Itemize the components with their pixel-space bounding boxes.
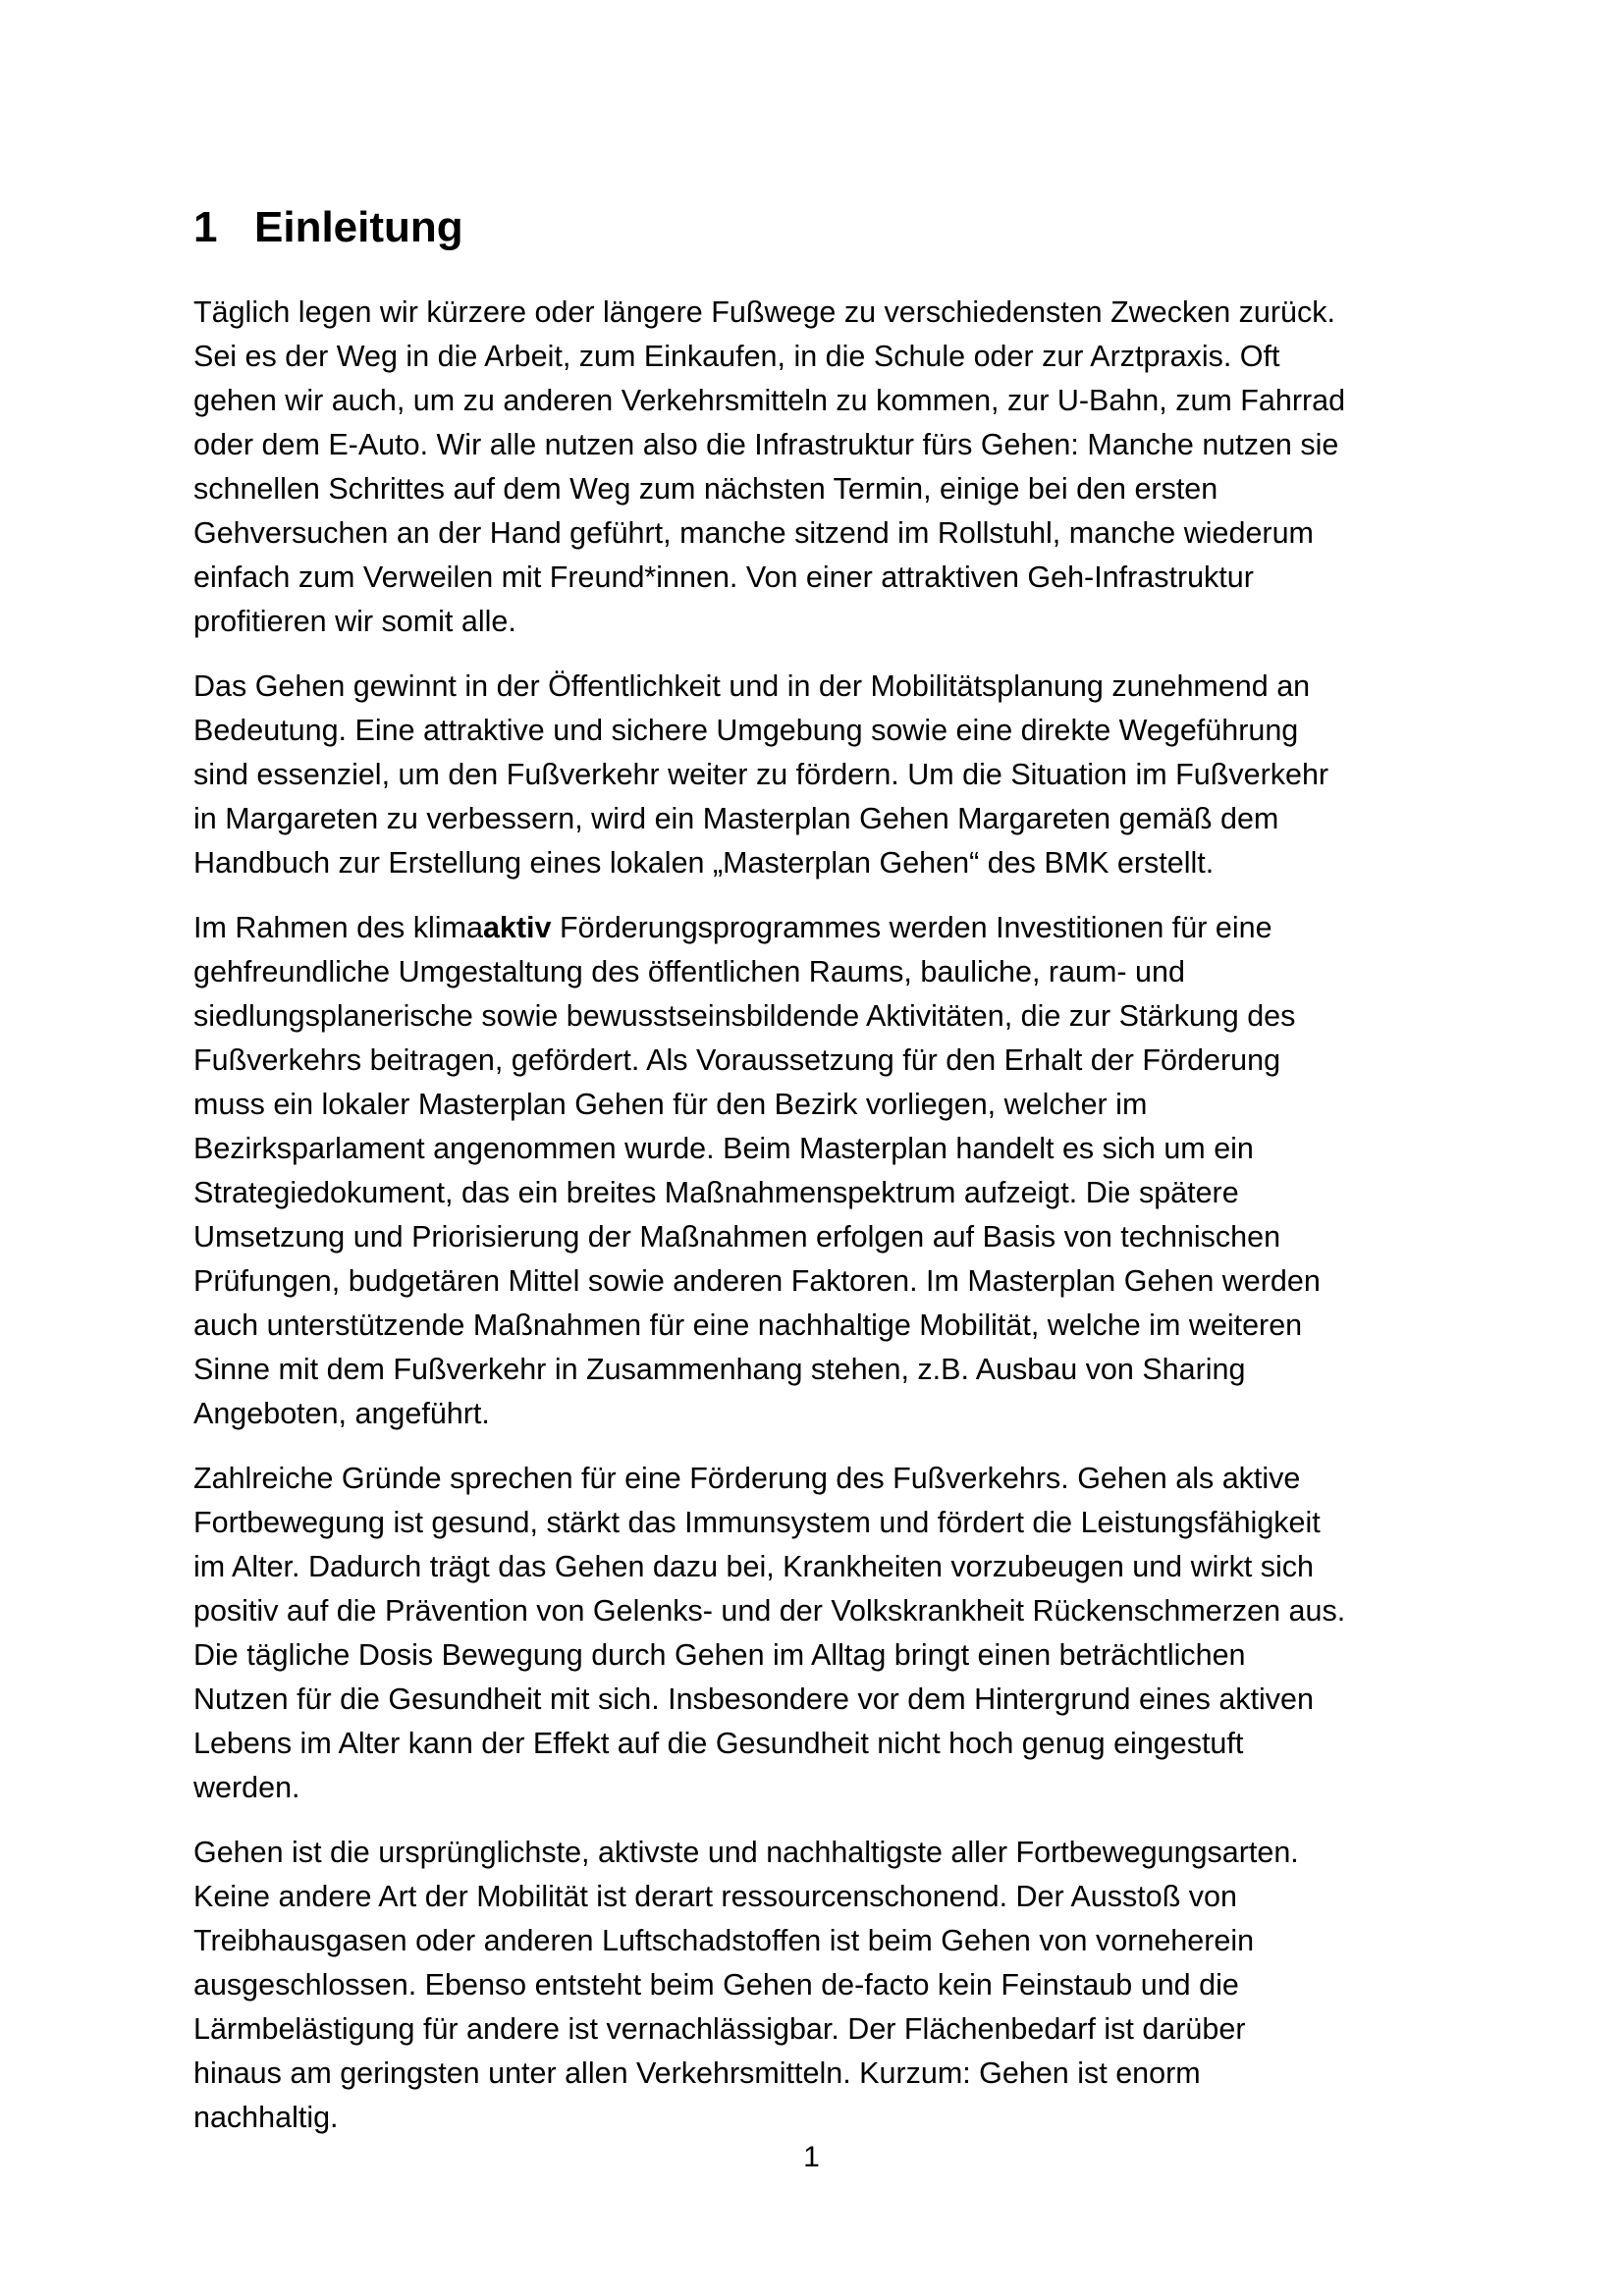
text-line: auch unterstützende Maßnahmen für eine nachhaltige Mobilität, welche im weiteren bbox=[193, 1308, 1303, 1342]
text-run: Im Rahmen des klima bbox=[193, 911, 483, 944]
text-line: sind essenziel, um den Fußverkehr weiter zu fördern. Um die Situation im Fußverkehr bbox=[193, 758, 1329, 791]
text-line: gehfreundliche Umgestaltung des öffentlichen Raums, bauliche, raum- und bbox=[193, 955, 1185, 988]
text-line: Das Gehen gewinnt in der Öffentlichkeit und in der Mobilitätsplanung zunehmend an bbox=[193, 669, 1311, 703]
text-line: muss ein lokaler Masterplan Gehen für den Bezirk vorliegen, welcher im bbox=[193, 1088, 1148, 1121]
text-line: Fußverkehrs beitragen, gefördert. Als Voraussetzung für den Erhalt der Förderung bbox=[193, 1043, 1281, 1077]
text-line: Die tägliche Dosis Bewegung durch Gehen im Alltag bringt einen beträchtlichen bbox=[193, 1638, 1246, 1672]
text-line: Strategiedokument, das ein breites Maßnahmenspektrum aufzeigt. Die spätere bbox=[193, 1176, 1239, 1209]
paragraph-2 bbox=[193, 665, 1460, 885]
text-line: Keine andere Art der Mobilität ist derart ressourcenschonend. Der Ausstoß von bbox=[193, 1880, 1237, 1913]
body-text bbox=[193, 291, 1460, 2161]
text-line: Gehen ist die ursprünglichste, aktivste und nachhaltigste aller Fortbewegungsarten. bbox=[193, 1836, 1299, 1869]
text-line: im Alter. Dadurch trägt das Gehen dazu bei, Krankheiten vorzubeugen und wirkt sich bbox=[193, 1550, 1315, 1583]
paragraph-1 bbox=[193, 291, 1460, 644]
text-line: Handbuch zur Erstellung eines lokalen „Masterplan Gehen“ des BMK erstellt. bbox=[193, 846, 1215, 880]
section-number: 1 bbox=[193, 203, 218, 251]
text-line: nachhaltig. bbox=[193, 2101, 339, 2134]
text-line: profitieren wir somit alle. bbox=[193, 605, 516, 638]
text-line: positiv auf die Prävention von Gelenks- und der Volkskrankheit Rückenschmerzen aus. bbox=[193, 1594, 1346, 1628]
section-heading bbox=[193, 200, 463, 255]
text-line bbox=[193, 906, 1460, 950]
text-line: Sinne mit dem Fußverkehr in Zusammenhang stehen, z.B. Ausbau von Sharing bbox=[193, 1353, 1246, 1386]
text-line: Lärmbelästigung für andere ist vernachlässigbar. Der Flächenbedarf ist darüber bbox=[193, 2012, 1246, 2046]
text-line: werden. bbox=[193, 1771, 300, 1804]
text-run: Förderungsprogrammes werden Investitionen für eine bbox=[551, 911, 1272, 944]
text-line: in Margareten zu verbessern, wird ein Masterplan Gehen Margareten gemäß dem bbox=[193, 802, 1279, 835]
text-line: ausgeschlossen. Ebenso entsteht beim Gehen de-facto kein Feinstaub und die bbox=[193, 1968, 1239, 2002]
text-line: oder dem E-Auto. Wir alle nutzen also die Infrastruktur fürs Gehen: Manche nutzen sie bbox=[193, 428, 1339, 461]
text-line: Täglich legen wir kürzere oder längere Fußwege zu verschiedensten Zwecken zurück. bbox=[193, 295, 1335, 329]
text-line: Zahlreiche Gründe sprechen für eine Förderung des Fußverkehrs. Gehen als aktive bbox=[193, 1462, 1301, 1495]
section-title: Einleitung bbox=[254, 203, 463, 251]
text-line: gehen wir auch, um zu anderen Verkehrsmitteln zu kommen, zur U-Bahn, zum Fahrrad bbox=[193, 384, 1346, 417]
text-line: Sei es der Weg in die Arbeit, zum Einkaufen, in die Schule oder zur Arztpraxis. Oft bbox=[193, 340, 1280, 373]
text-line: Nutzen für die Gesundheit mit sich. Insbesondere vor dem Hintergrund eines aktiven bbox=[193, 1682, 1314, 1716]
text-line: Angeboten, angeführt. bbox=[193, 1397, 490, 1430]
page-number: 1 bbox=[803, 2141, 820, 2173]
text-line: Lebens im Alter kann der Effekt auf die Gesundheit nicht hoch genug eingestuft bbox=[193, 1727, 1244, 1760]
text-line: Umsetzung und Priorisierung der Maßnahmen erfolgen auf Basis von technischen bbox=[193, 1220, 1281, 1254]
klimaaktiv-emphasis: aktiv bbox=[482, 911, 552, 944]
text-line: Bezirksparlament angenommen wurde. Beim Masterplan handelt es sich um ein bbox=[193, 1132, 1254, 1165]
text-line: Prüfungen, budgetären Mittel sowie anderen Faktoren. Im Masterplan Gehen werden bbox=[193, 1264, 1321, 1298]
text-line: Gehversuchen an der Hand geführt, manche sitzend im Rollstuhl, manche wiederum bbox=[193, 516, 1314, 550]
text-line: schnellen Schrittes auf dem Weg zum nächsten Termin, einige bei den ersten bbox=[193, 472, 1218, 506]
text-line: hinaus am geringsten unter allen Verkehrsmitteln. Kurzum: Gehen ist enorm bbox=[193, 2056, 1201, 2090]
text-line: Treibhausgasen oder anderen Luftschadstoffen ist beim Gehen von vorneherein bbox=[193, 1924, 1255, 1957]
text-line: siedlungsplanerische sowie bewusstseinsbildende Aktivitäten, die zur Stärkung des bbox=[193, 999, 1296, 1033]
paragraph-5 bbox=[193, 1831, 1460, 2140]
text-line: Bedeutung. Eine attraktive und sichere Umgebung sowie eine direkte Wegeführung bbox=[193, 714, 1299, 747]
text-line: einfach zum Verweilen mit Freund*innen. Von einer attraktiven Geh-Infrastruktur bbox=[193, 561, 1254, 594]
paragraph-4 bbox=[193, 1457, 1460, 1810]
text-line: Fortbewegung ist gesund, stärkt das Immunsystem und fördert die Leistungsfähigkeit bbox=[193, 1506, 1321, 1539]
paragraph-3 bbox=[193, 906, 1460, 1436]
